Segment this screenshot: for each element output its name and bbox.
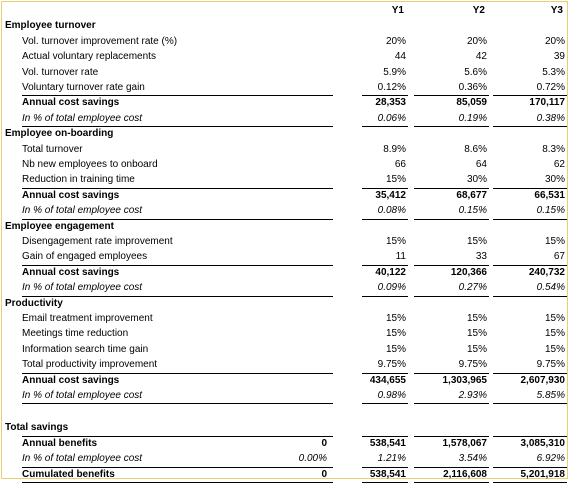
savings-value-y2: 120,366	[450, 266, 487, 278]
row-label: Disengagement rate improvement	[22, 236, 173, 247]
row-value-y2: 9.75%	[458, 359, 487, 371]
savings-value-y2: 1,303,965	[442, 374, 487, 386]
savings-row	[2, 188, 567, 203]
percent-value-y2: 0.19%	[458, 112, 487, 124]
percent-label: In % of total employee cost	[22, 282, 143, 294]
savings-value-y1: 28,353	[375, 97, 406, 109]
percent-row	[2, 111, 567, 126]
cumulated-benefits-y2: 2,116,608	[443, 468, 487, 480]
row-value-y2: 30%	[466, 174, 487, 186]
percent-value-y1: 0.06%	[377, 112, 406, 124]
savings-value-y1: 40,122	[375, 266, 406, 278]
savings-value-y3: 170,117	[529, 97, 565, 109]
savings-value-y2: 68,677	[456, 189, 487, 201]
row-label: Nb new employees to onboard	[22, 159, 158, 170]
table-rule	[414, 403, 489, 404]
row-value-y1: 66	[394, 159, 406, 170]
percent-value-y3: 0.38%	[536, 112, 565, 124]
section-title	[2, 219, 567, 234]
row-value-y2: 8.6%	[464, 143, 487, 155]
totals-title-text: Total savings	[5, 422, 69, 434]
row-value-y2: 33	[475, 251, 487, 263]
savings-row	[2, 265, 567, 280]
cumulated-benefits-y1: 538,541	[369, 468, 406, 480]
percent-value-y1: 0.98%	[377, 390, 406, 401]
annual-benefits-y3: 3,085,310	[520, 437, 565, 449]
table-row	[2, 34, 567, 49]
totals-percent-y0: 0.00%	[298, 453, 327, 465]
savings-value-y3: 240,732	[528, 266, 565, 278]
section-title-text: Employee turnover	[5, 20, 96, 32]
row-value-y3: 15%	[544, 313, 565, 324]
row-value-y3: 15%	[544, 343, 565, 355]
row-value-y2: 42	[475, 51, 487, 63]
table-row	[2, 234, 567, 249]
table-row	[2, 65, 567, 80]
savings-label: Annual cost savings	[22, 266, 120, 278]
row-value-y1: 20%	[385, 35, 406, 47]
column-header-y1: Y1	[391, 5, 404, 16]
row-value-y1: 8.9%	[383, 143, 406, 155]
totals-title	[2, 420, 567, 435]
percent-value-y1: 0.08%	[377, 205, 406, 217]
savings-value-y3: 2,607,930	[520, 374, 565, 386]
table-row	[2, 49, 567, 64]
savings-label: Annual cost savings	[22, 189, 120, 201]
percent-value-y3: 0.54%	[536, 282, 565, 294]
row-value-y1: 44	[394, 51, 406, 63]
table-row	[2, 342, 567, 357]
totals-percent-label: In % of total employee cost	[22, 453, 143, 465]
row-value-y3: 15%	[544, 236, 565, 247]
row-value-y2: 15%	[466, 328, 487, 340]
savings-label: Annual cost savings	[22, 374, 120, 386]
row-value-y3: 62	[553, 159, 565, 170]
row-label: Vol. turnover improvement rate (%)	[22, 35, 178, 47]
annual-benefits-y1: 538,541	[369, 437, 406, 449]
row-value-y3: 8.3%	[542, 143, 565, 155]
row-value-y3: 30%	[544, 174, 565, 186]
table-row	[2, 249, 567, 264]
cumulated-benefits-y0: 0	[321, 468, 327, 480]
row-label: Total productivity improvement	[22, 359, 158, 371]
percent-value-y3: 0.15%	[536, 205, 565, 217]
row-label: Actual voluntary replacements	[22, 51, 156, 63]
annual-benefits-y2: 1,578,067	[442, 437, 487, 449]
savings-value-y2: 85,059	[456, 97, 487, 109]
row-value-y2: 64	[475, 159, 487, 170]
row-label: Gain of engaged employees	[22, 251, 148, 263]
row-value-y2: 15%	[466, 313, 487, 324]
table-row	[2, 80, 567, 95]
table-row	[2, 357, 567, 372]
row-label: Email treatment improvement	[22, 313, 153, 324]
row-label: Information search time gain	[22, 343, 149, 355]
percent-row	[2, 388, 567, 403]
table-row	[2, 172, 567, 187]
savings-value-y1: 434,655	[369, 374, 406, 386]
section-title-text: Employee engagement	[5, 220, 114, 232]
table-rule	[22, 403, 333, 404]
row-label: Vol. turnover rate	[22, 66, 99, 78]
percent-value-y3: 5.85%	[536, 390, 565, 401]
cumulated-benefits-label: Cumulated benefits	[22, 468, 115, 480]
percent-label: In % of total employee cost	[22, 112, 143, 124]
percent-label: In % of total employee cost	[22, 390, 143, 401]
totals-percent-y2: 3.54%	[458, 453, 487, 465]
savings-value-y3: 66,531	[534, 189, 565, 201]
percent-label: In % of total employee cost	[22, 205, 143, 217]
row-label: Total turnover	[22, 143, 83, 155]
row-value-y1: 0.12%	[377, 82, 406, 93]
row-value-y1: 9.75%	[377, 359, 406, 371]
row-value-y2: 5.6%	[464, 66, 487, 78]
row-value-y3: 67	[553, 251, 565, 263]
savings-value-y1: 35,412	[375, 189, 406, 201]
table-row	[2, 142, 567, 157]
row-value-y3: 20%	[544, 35, 565, 47]
section-title-text: Productivity	[5, 297, 63, 309]
totals-percent-y3: 6.92%	[536, 453, 565, 465]
column-header-y2: Y2	[472, 5, 485, 16]
annual-benefits-label: Annual benefits	[22, 437, 98, 449]
savings-label: Annual cost savings	[22, 97, 120, 109]
table-row	[2, 326, 567, 341]
row-label: Reduction in training time	[22, 174, 135, 186]
percent-value-y2: 0.15%	[458, 205, 487, 217]
table-row	[2, 157, 567, 172]
savings-row	[2, 95, 567, 110]
percent-value-y2: 2.93%	[458, 390, 487, 401]
cumulated-benefits-y3: 5,201,918	[520, 468, 565, 480]
percent-value-y1: 0.09%	[377, 282, 406, 294]
totals-percent-row	[2, 451, 567, 466]
row-value-y1: 15%	[385, 236, 406, 247]
row-value-y2: 15%	[466, 343, 487, 355]
row-value-y3: 39	[553, 51, 565, 63]
percent-row	[2, 280, 567, 295]
column-header-y3: Y3	[550, 5, 563, 16]
table-rule	[493, 403, 567, 404]
row-value-y3: 5.3%	[542, 66, 565, 78]
row-value-y1: 11	[395, 251, 406, 263]
row-value-y3: 0.72%	[536, 82, 565, 93]
row-label: Voluntary turnover rate gain	[22, 82, 145, 93]
table-row	[2, 311, 567, 326]
section-title-text: Employee on-boarding	[5, 128, 114, 140]
header-row	[2, 3, 567, 18]
table-rule	[362, 403, 408, 404]
savings-row	[2, 373, 567, 388]
section-title	[2, 18, 567, 33]
cumulated-benefits-row	[2, 467, 567, 482]
percent-value-y2: 0.27%	[458, 282, 487, 294]
totals-percent-y1: 1.21%	[377, 453, 406, 465]
row-label: Meetings time reduction	[22, 328, 129, 340]
section-title	[2, 126, 567, 141]
row-value-y1: 15%	[385, 313, 406, 324]
row-value-y1: 5.9%	[383, 66, 406, 78]
percent-row	[2, 203, 567, 218]
row-value-y1: 15%	[385, 174, 406, 186]
spreadsheet-table	[1, 1, 568, 479]
row-value-y1: 15%	[385, 343, 406, 355]
row-value-y1: 15%	[385, 328, 406, 340]
row-value-y2: 15%	[466, 236, 487, 247]
annual-benefits-row	[2, 436, 567, 451]
row-value-y3: 9.75%	[536, 359, 565, 371]
row-value-y2: 0.36%	[458, 82, 487, 93]
row-value-y2: 20%	[466, 35, 487, 47]
row-value-y3: 15%	[544, 328, 565, 340]
section-title	[2, 296, 567, 311]
annual-benefits-y0: 0	[321, 437, 327, 449]
